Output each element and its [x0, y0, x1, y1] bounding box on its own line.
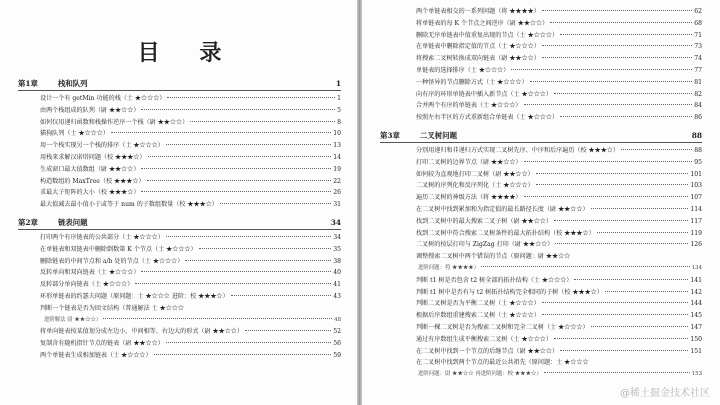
dot-leader [190, 121, 335, 122]
dot-leader [555, 243, 688, 244]
toc-entry-text: 在二叉树中找到两个节点的最近公共祖先（原问题：士 ★☆☆☆ [416, 359, 589, 367]
toc-entry[interactable] [18, 267, 341, 279]
toc-entry[interactable] [18, 279, 341, 291]
toc-entry-text: 如何较为直观地打印二叉树（尉 ★★☆☆） [416, 170, 534, 178]
toc-entry[interactable] [380, 6, 702, 18]
toc-right-page [362, 0, 720, 405]
toc-entry-text: 遍历二叉树的神级方法（将 ★★★★） [416, 194, 522, 202]
toc-entry-text: 判断一棵二叉树是否为搜索二叉树和完全二叉树（士 ★☆☆☆） [416, 323, 589, 331]
dot-leader [135, 283, 331, 284]
chapter-title: 链表问题 [58, 217, 88, 227]
dot-leader [542, 57, 692, 58]
toc-entry-page: 41 [333, 281, 341, 289]
toc-entry-page: 59 [333, 351, 341, 359]
dot-leader [111, 132, 331, 133]
toc-entry[interactable] [18, 117, 341, 129]
toc-entry-text: 单链表的选择排序（士 ★☆☆☆） [416, 66, 510, 74]
dot-leader [245, 330, 331, 331]
dot-leader [141, 191, 331, 192]
dot-leader [185, 260, 331, 261]
dot-leader [542, 302, 689, 303]
chapter-number: 第1章 [18, 79, 38, 88]
toc-entry-page: 103 [690, 182, 702, 190]
toc-entry-page: 22 [333, 177, 341, 185]
dot-leader [166, 144, 331, 145]
dot-leader [524, 104, 693, 105]
toc-entry[interactable] [18, 164, 341, 176]
toc-entry[interactable] [380, 275, 702, 287]
toc-entry-page: 117 [690, 217, 702, 225]
chapter-heading[interactable] [380, 130, 702, 143]
toc-entry-text: 找到二叉树中符合搜索二叉树条件的最大拓扑结构（校 ★★★☆） [416, 229, 595, 237]
toc-entry[interactable] [380, 41, 702, 53]
toc-entry[interactable] [18, 256, 341, 268]
toc-entry-page: 74 [694, 55, 702, 63]
dot-leader [536, 173, 689, 174]
dot-leader [511, 69, 692, 70]
dot-leader [166, 236, 331, 237]
toc-entry-page: 141 [690, 276, 702, 284]
toc-entry[interactable] [380, 239, 702, 251]
toc-entry-text: 在二叉树中找到一个节点的后继节点（尉 ★★☆☆） [416, 347, 559, 355]
dot-leader [544, 372, 690, 373]
toc-entry[interactable] [380, 65, 702, 77]
toc-entry[interactable] [18, 93, 341, 105]
dot-leader [554, 220, 688, 221]
toc-entry-text: 通过有序数组生成平衡搜索二叉树（士 ★☆☆☆） [416, 335, 552, 343]
toc-entry[interactable] [380, 228, 702, 240]
toc-entry-page: 147 [690, 323, 702, 331]
toc-entry[interactable] [380, 251, 702, 263]
toc-entry-text: 在单链表中删除指定值的节点（士 ★☆☆☆） [416, 43, 540, 51]
toc-entry[interactable] [380, 180, 702, 192]
toc-entry-page: 81 [694, 78, 702, 86]
chapter-title: 二叉树问题 [420, 130, 457, 140]
toc-entry-text: 由两个栈组成的队列（尉 ★★☆☆） [40, 106, 140, 114]
left-chapter-list [18, 78, 341, 362]
toc-entry-page: 142 [690, 288, 702, 296]
toc-entry-page: 38 [333, 257, 341, 265]
toc-entry[interactable] [18, 176, 341, 188]
toc-entry-page: 82 [694, 90, 702, 98]
dot-leader [560, 350, 688, 351]
toc-entry-page: 48 [334, 316, 341, 323]
toc-entry-text: 判断 t1 树中是否有与 t2 树拓扑结构完全相同的子树（校 ★★★☆） [416, 288, 603, 296]
toc-entry[interactable] [380, 322, 702, 334]
toc-entry-page: 26 [333, 189, 341, 197]
toc-entry[interactable] [380, 346, 702, 358]
toc-entry[interactable] [380, 204, 702, 216]
toc-entry[interactable] [380, 18, 702, 30]
toc-entry-page: 144 [690, 300, 702, 308]
toc-entry[interactable] [380, 298, 702, 310]
toc-entry-page: 40 [333, 269, 341, 277]
toc-entry-page: 107 [690, 194, 702, 202]
dot-leader [154, 354, 332, 355]
toc-entry-page: 126 [690, 241, 702, 249]
dot-leader [166, 342, 331, 343]
toc-entry-text: 向有序的环形单链表中插入新节点（士 ★☆☆☆） [416, 90, 552, 98]
toc-entry-page: 134 [691, 264, 702, 271]
dot-leader [141, 168, 331, 169]
toc-entry[interactable] [18, 140, 341, 152]
toc-entry-page: 77 [694, 66, 702, 74]
toc-entry[interactable] [380, 334, 702, 346]
toc-entry-text: 将单向链表按某值划分成左边小、中间相等、右边大的形式（尉 ★★☆☆） [40, 328, 244, 336]
chapter-page: 1 [335, 79, 341, 88]
toc-entry-text: 删除无序单链表中值重复出现的节点（士 ★☆☆☆） [416, 31, 559, 39]
dot-leader [536, 184, 689, 185]
dot-leader [574, 279, 688, 280]
toc-entry-page: 19 [333, 165, 341, 173]
toc-entry[interactable] [18, 338, 341, 350]
toc-entry[interactable] [380, 53, 702, 65]
dot-leader [597, 232, 689, 233]
toc-entry-page: 153 [691, 371, 702, 378]
right-chapter-list [380, 130, 702, 381]
toc-entry-text: 反转部分单向链表（士 ★☆☆☆） [40, 281, 134, 289]
toc-entry[interactable] [380, 112, 702, 124]
toc-entry-text: 环形单链表的约瑟夫问题（原问题：士 ★☆☆☆ 进阶：校 ★★★☆） [40, 292, 229, 300]
dot-leader [560, 116, 692, 117]
dot-leader [141, 109, 335, 110]
dot-leader [542, 10, 692, 11]
toc-entry-text: 将搜索二叉树转换成双向链表（尉 ★★☆☆） [416, 55, 540, 63]
toc-entry-page: 56 [333, 340, 341, 348]
dot-leader [481, 266, 690, 267]
toc-entry-page: 145 [690, 312, 702, 320]
chapter-title: 栈和队列 [58, 79, 88, 88]
toc-entry-page: 13 [333, 142, 341, 150]
toc-entry-page: 14 [333, 153, 341, 161]
toc-entry-text: 最大值减去最小值小于或等于 num 的子数组数量（校 ★★★☆） [40, 201, 218, 209]
toc-entry-text: 猫狗队列（士 ★☆☆☆） [40, 130, 109, 138]
toc-entry[interactable] [18, 152, 341, 164]
toc-entry-page: 95 [694, 158, 702, 166]
toc-entry-page: 114 [690, 205, 702, 213]
chapter-heading[interactable] [18, 78, 341, 91]
toc-entry[interactable] [18, 232, 341, 244]
toc-entry[interactable] [380, 157, 702, 169]
toc-entry-text: 复制含有随机指针节点的链表（尉 ★★☆☆） [40, 340, 164, 348]
toc-entry-page: 62 [694, 8, 702, 15]
toc-entry-text: 进阶问题：将 ★★★★） [418, 264, 480, 271]
dot-leader [220, 203, 331, 204]
toc-entry-text: 如何仅用递归函数和栈操作逆序一个栈（尉 ★★☆☆） [40, 118, 189, 126]
chapter-page: 34 [330, 217, 341, 227]
toc-entry[interactable] [380, 192, 702, 204]
dot-leader [554, 93, 692, 94]
toc-entry[interactable] [380, 145, 702, 157]
toc-entry-page: 73 [694, 43, 702, 51]
toc-entry-page: 8 [337, 118, 341, 126]
dot-leader [550, 22, 692, 23]
dot-leader [199, 248, 332, 249]
toc-entry[interactable] [380, 263, 702, 275]
dot-leader [560, 34, 692, 35]
toc-entry-text: 两个单链表相交的一系列问题（将 ★★★★） [416, 8, 540, 15]
toc-entry-text: 打印两个有序链表的公共部分（士 ★☆☆☆） [40, 233, 164, 241]
toc-entry[interactable] [18, 187, 341, 199]
toc-entry-text: 判断一个链表是否为回文结构（普通解法 士 ★☆☆☆ [40, 304, 185, 312]
toc-entry[interactable] [380, 357, 702, 369]
toc-entry-text: 二叉树的序列化和反序列化（士 ★☆☆☆） [416, 182, 534, 190]
toc-entry-text: 打印二叉树的边界节点（尉 ★★☆☆） [416, 158, 522, 166]
toc-entry[interactable] [18, 199, 341, 211]
toc-entry-page: 119 [690, 229, 702, 237]
dot-leader [103, 318, 332, 319]
toc-entry-text: 调整搜索二叉树中两个错误的节点（原问题：尉 ★★☆☆ [416, 253, 571, 261]
toc-left-page [0, 0, 357, 405]
toc-entry-text: 用一个栈实现另一个栈的排序（士 ★☆☆☆） [40, 142, 164, 150]
toc-entry-page: 1 [337, 95, 341, 102]
toc-entry[interactable] [380, 169, 702, 181]
toc-entry[interactable] [18, 315, 341, 327]
toc-entry-text: 进阶问题：尉 ★★☆☆ 再进阶问题：校 ★★★☆） [418, 371, 542, 378]
toc-entry[interactable] [380, 77, 702, 89]
toc-entry-text: 设计一个有 getMin 功能的栈（士 ★☆☆☆） [40, 95, 166, 102]
toc-entry-text: 判断二叉树是否为平衡二叉树（士 ★☆☆☆） [416, 300, 540, 308]
toc-entry-text: 按照左右半区的方式重新组合单链表（士 ★☆☆☆） [416, 114, 559, 122]
dot-leader [621, 149, 692, 150]
toc-entry[interactable] [18, 350, 341, 362]
toc-entry[interactable] [380, 287, 702, 299]
toc-entry-page: 101 [690, 170, 702, 178]
dot-leader [524, 161, 693, 162]
dot-leader [231, 295, 332, 296]
toc-entry-page: 150 [690, 335, 702, 343]
toc-entry-text: 合并两个有序的单链表（士 ★☆☆☆） [416, 102, 522, 110]
toc-entry[interactable] [18, 326, 341, 338]
toc-entry-text: 分别用递归和非递归方式实现二叉树先序、中序和后序遍历（校 ★★★☆） [416, 146, 620, 154]
toc-entry[interactable] [380, 310, 702, 322]
toc-entry[interactable] [380, 89, 702, 101]
toc-entry-text: 求最大子矩阵的大小（校 ★★★☆） [40, 189, 140, 197]
toc-entry-text: 将单链表的每 K 个节点之间逆序（尉 ★★☆☆） [416, 19, 549, 27]
toc-entry-text: 两个单链表生成相加链表（士 ★☆☆☆） [40, 351, 152, 359]
dot-leader [591, 208, 689, 209]
toc-entry-page: 5 [337, 106, 341, 114]
toc-entry-text: 二叉树的按层打印与 ZigZag 打印（尉 ★★☆☆） [416, 241, 554, 249]
toc-entry[interactable] [18, 303, 341, 315]
toc-entry-text: 在单链表和双链表中删除倒数第 K 个节点（士 ★☆☆☆） [40, 245, 197, 253]
toc-entry-page: 151 [690, 347, 702, 355]
toc-entry-page: 52 [333, 328, 341, 336]
toc-entry[interactable] [18, 105, 341, 117]
toc-entry[interactable] [18, 128, 341, 140]
dot-leader [530, 81, 693, 82]
toc-entry[interactable] [380, 100, 702, 112]
toc-entry-page: 43 [333, 292, 341, 300]
toc-entry[interactable] [380, 369, 702, 381]
dot-leader [605, 291, 688, 292]
dot-leader [554, 338, 688, 339]
chapter-heading[interactable] [18, 217, 341, 230]
toc-entry-text: 找到二叉树中的最大搜索二叉子树（尉 ★★☆☆） [416, 217, 552, 225]
right-top-entry-list [380, 6, 702, 124]
toc-entry-text: 一种怪异的节点删除方式（士 ★☆☆☆） [416, 78, 528, 86]
dot-leader [147, 180, 332, 181]
dot-leader [591, 326, 689, 327]
dot-leader [524, 196, 689, 197]
toc-entry-text: 构造数组的 MaxTree（校 ★★★☆） [40, 177, 145, 185]
toc-entry-page: 34 [333, 233, 341, 241]
chapter-number: 第3章 [380, 130, 400, 140]
watermark: @稀土掘金技术社区 [620, 388, 710, 399]
chapter-number: 第2章 [18, 217, 38, 227]
dot-leader [542, 314, 689, 315]
toc-entry-page: 10 [333, 130, 341, 138]
toc-entry-text: 反转单向和双向链表（士 ★☆☆☆） [40, 269, 140, 277]
toc-entry-page: 86 [694, 114, 702, 122]
dot-leader [141, 271, 331, 272]
toc-entry-text: 在二叉树中找到累加和为指定值的最长路径长度（尉 ★★☆☆） [416, 205, 589, 213]
toc-entry-page: 71 [694, 31, 702, 39]
dot-leader [167, 97, 335, 98]
toc-entry-page: 68 [694, 19, 702, 27]
dot-leader [148, 156, 332, 157]
toc-entry[interactable] [380, 216, 702, 228]
toc-entry-page: 31 [333, 201, 341, 209]
toc-entry-page: 35 [333, 245, 341, 253]
toc-entry[interactable] [18, 244, 341, 256]
chapter-page: 88 [691, 130, 702, 140]
toc-entry-page: 88 [694, 146, 702, 154]
dot-leader [542, 45, 692, 46]
toc-entry-text: 判断 t1 树是否包含 t2 树全部的拓扑结构（士 ★☆☆☆） [416, 276, 573, 284]
toc-entry-page: 84 [694, 102, 702, 110]
toc-entry[interactable] [18, 291, 341, 303]
toc-entry-text: 删除链表的中间节点和 a/b 处的节点（士 ★☆☆☆） [40, 257, 184, 265]
toc-entry-text: 根据后序数组重建搜索二叉树（士 ★☆☆☆） [416, 312, 540, 320]
toc-title: 目 录 [137, 40, 238, 66]
toc-entry[interactable] [380, 30, 702, 42]
toc-entry-text: 用栈来求解汉诺塔问题（校 ★★★☆） [40, 153, 146, 161]
toc-entry-text: 进阶解法 尉 ★★☆☆） [44, 316, 102, 323]
toc-entry-text: 生成窗口最大值数组（尉 ★★☆☆） [40, 165, 140, 173]
